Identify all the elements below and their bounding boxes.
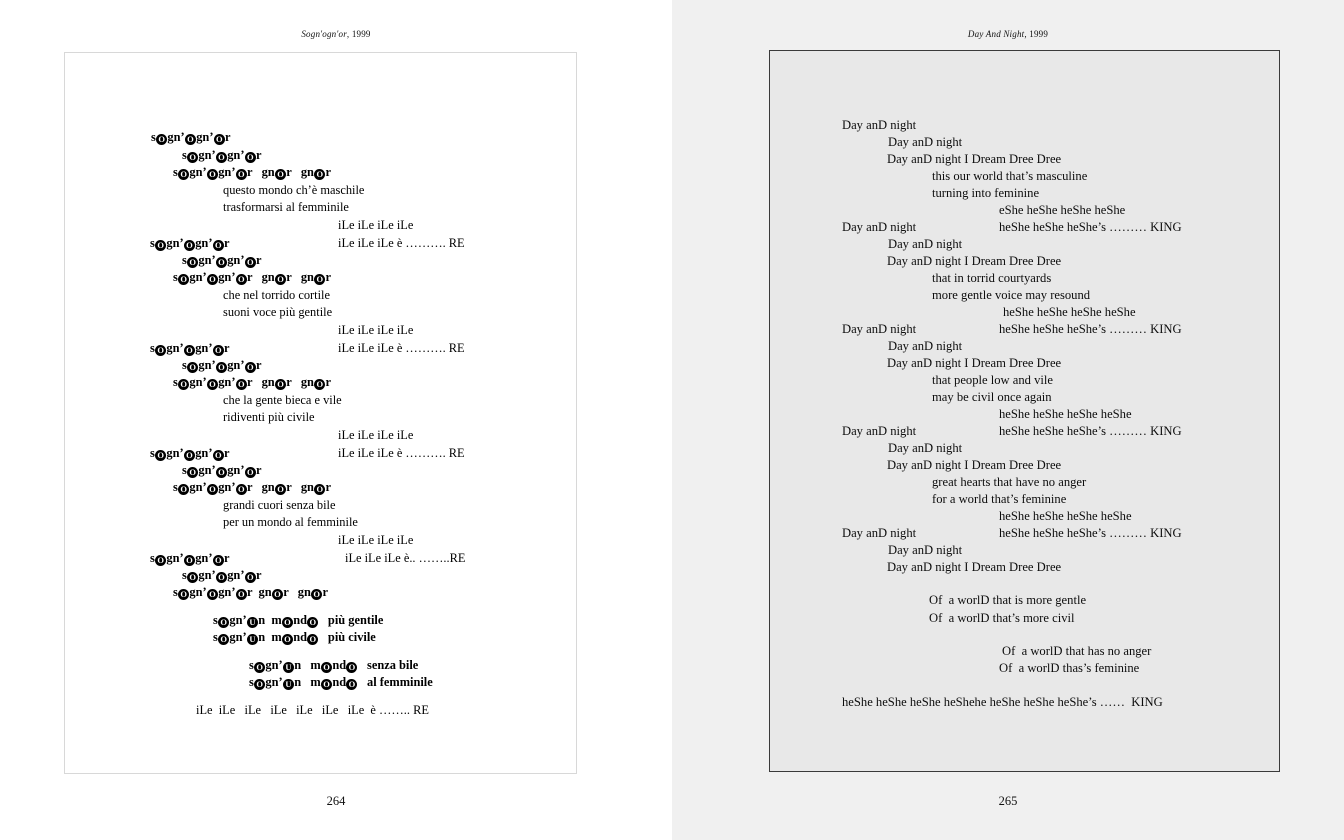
poem-line: Day anD night <box>888 441 963 455</box>
disc-letter-icon: O <box>187 467 198 478</box>
poem-text-run: gn’ <box>229 630 247 644</box>
poem-text-run: iLe iLe iLe iLe <box>338 428 414 442</box>
poem-text-run: r <box>325 480 332 494</box>
poem-line <box>173 376 331 390</box>
disc-letter-icon: O <box>178 589 189 600</box>
poem-text-run: gn’ <box>189 270 207 284</box>
poem-line <box>338 219 413 231</box>
disc-letter-icon: O <box>346 662 357 673</box>
disc-letter-icon: O <box>213 450 224 461</box>
disc-letter-icon: O <box>185 134 196 145</box>
disc-letter-icon: O <box>275 274 286 285</box>
disc-letter-icon: O <box>214 134 225 145</box>
poem-line <box>223 516 358 528</box>
poem-text-run: n m <box>294 675 321 689</box>
poem-text-run: s <box>173 585 178 599</box>
poem-text-run: gn’ <box>195 446 213 460</box>
disc-letter-icon: U <box>247 634 258 645</box>
poem-line: more gentle voice may resound <box>932 288 1091 302</box>
poem-line: Day anD night I Dream Dree Dree <box>887 152 1062 166</box>
disc-letter-icon: O <box>346 679 357 690</box>
poem-text-run: r <box>224 236 230 250</box>
poem-text-run: suoni voce più gentile <box>223 305 333 319</box>
poem-text-run: r <box>256 358 262 372</box>
poem-text-run: ridiventi più civile <box>223 410 315 424</box>
poem-text-run: gn’ <box>195 341 213 355</box>
disc-letter-icon: O <box>314 484 325 495</box>
poem-line: Day anD night <box>842 118 917 132</box>
poem-line: eShe heShe heShe heShe <box>999 203 1126 217</box>
poem-line: heShe heShe heShe’s ……… KING <box>999 424 1182 438</box>
disc-letter-icon: O <box>178 274 189 285</box>
poem-text-run: al femminile <box>357 675 433 689</box>
poem-text-run: r <box>224 446 230 460</box>
poem-line: heShe heShe heShe’s ……… KING <box>999 526 1182 540</box>
poem-line: Day anD night <box>888 339 963 353</box>
disc-letter-icon: O <box>213 345 224 356</box>
poem-text-run: s <box>213 630 218 644</box>
poem-line: Of a worlD that is more gentle <box>929 593 1087 607</box>
disc-letter-icon: O <box>178 169 189 180</box>
poem-line: heShe heShe heShe’s ……… KING <box>999 322 1182 336</box>
poem-text-run: s <box>173 165 178 179</box>
poem-text-run: s <box>182 148 187 162</box>
poem-text-run: iLe iLe iLe è ………. RE <box>338 236 465 250</box>
poem-line: heShe heShe heShe heShe <box>999 509 1132 523</box>
disc-letter-icon: O <box>178 379 189 390</box>
disc-letter-icon: O <box>213 240 224 251</box>
poem-line <box>249 659 418 673</box>
poem-text-run: gn’ <box>227 148 245 162</box>
poem-text-run: s <box>182 253 187 267</box>
disc-letter-icon: O <box>307 634 318 645</box>
poem-line: Day anD night <box>842 526 917 540</box>
poem-line <box>150 342 230 356</box>
disc-letter-icon: O <box>321 662 332 673</box>
poem-line <box>223 411 315 423</box>
poem-text-run: gn’ <box>166 446 184 460</box>
poem-text-run: gn’ <box>198 253 216 267</box>
poem-line <box>249 676 433 690</box>
disc-letter-icon: O <box>275 379 286 390</box>
disc-letter-icon: U <box>283 679 294 690</box>
disc-letter-icon: O <box>282 634 293 645</box>
poem-english-body <box>770 51 1279 771</box>
poem-text-run: gn’ <box>196 130 214 144</box>
poem-text-run: iLe iLe iLe iLe <box>338 218 414 232</box>
poem-text-run: r <box>256 253 262 267</box>
poem-line: Day anD night <box>888 135 963 149</box>
disc-letter-icon: O <box>236 589 247 600</box>
poem-text-run: gn’ <box>189 165 207 179</box>
poem-line: Day anD night I Dream Dree Dree <box>887 458 1062 472</box>
poem-text-run: gn’ <box>265 658 283 672</box>
disc-letter-icon: U <box>247 617 258 628</box>
poem-line <box>213 631 376 645</box>
poem-text-run: r <box>325 375 332 389</box>
poem-line <box>182 464 262 478</box>
disc-letter-icon: O <box>213 555 224 566</box>
poem-text-run: n m <box>258 630 282 644</box>
disc-letter-icon: O <box>184 240 195 251</box>
poem-text-run: che nel torrido cortile <box>223 288 330 302</box>
poem-text-run: r <box>325 270 332 284</box>
poem-text-run: gn’ <box>166 236 184 250</box>
poem-text-run: r gn <box>247 375 275 389</box>
disc-letter-icon: O <box>236 169 247 180</box>
poem-line: Of a worlD thas’s feminine <box>999 661 1140 675</box>
poem-text-run: senza bile <box>357 658 419 672</box>
poem-text-run: più civile <box>318 630 376 644</box>
poem-text-run: n m <box>294 658 321 672</box>
poem-plate-italian <box>64 52 577 774</box>
poem-text-run: trasformarsi al femminile <box>223 200 349 214</box>
poem-text-run: r gn <box>286 480 314 494</box>
poem-line <box>182 569 262 583</box>
disc-letter-icon: O <box>155 555 166 566</box>
poem-text-run: s <box>151 130 156 144</box>
poem-plate-english <box>769 50 1280 772</box>
poem-text-run: gn’ <box>198 358 216 372</box>
poem-line: Day anD night I Dream Dree Dree <box>887 356 1062 370</box>
poem-line: Day anD night <box>842 322 917 336</box>
disc-letter-icon: O <box>236 379 247 390</box>
poem-text-run: r <box>225 130 231 144</box>
disc-letter-icon: O <box>187 362 198 373</box>
poem-line <box>338 237 465 249</box>
disc-letter-icon: O <box>321 679 332 690</box>
poem-text-run: nd <box>293 613 308 627</box>
poem-line <box>223 201 349 213</box>
poem-line: that people low and vile <box>932 373 1054 387</box>
poem-text-run: gn’ <box>167 130 185 144</box>
poem-line <box>223 394 342 406</box>
poem-text-run: r gn <box>286 165 314 179</box>
disc-letter-icon: O <box>207 274 218 285</box>
poem-text-run: r gn <box>286 270 314 284</box>
poem-line <box>338 342 465 354</box>
poem-line <box>213 614 383 628</box>
poem-text-run: r <box>256 463 262 477</box>
running-head-right-title: Day And Night <box>967 29 1025 39</box>
poem-text-run: s <box>182 463 187 477</box>
poem-line <box>182 359 262 373</box>
running-head-right <box>672 29 1344 39</box>
poem-line <box>151 131 231 145</box>
poem-line: heShe heShe heShe heShehe heShe heShe heShe’s …… KING <box>842 695 1163 709</box>
poem-line <box>223 499 336 511</box>
poem-text-run: iLe iLe iLe iLe iLe iLe iLe è …….. RE <box>196 703 429 717</box>
poem-line <box>345 552 465 564</box>
poem-line: Of a worlD that has no anger <box>1002 644 1152 658</box>
poem-text-run: gn’ <box>218 480 236 494</box>
poem-text-run: nd <box>332 675 347 689</box>
poem-line <box>223 306 332 318</box>
poem-text-run: nd <box>293 630 308 644</box>
disc-letter-icon: O <box>155 345 166 356</box>
poem-line <box>338 447 465 459</box>
poem-text-run: s <box>173 270 178 284</box>
poem-text-run: n m <box>258 613 282 627</box>
disc-letter-icon: O <box>155 450 166 461</box>
disc-letter-icon: O <box>207 589 218 600</box>
poem-text-run: r gn <box>247 585 272 599</box>
poem-text-run: r <box>224 341 230 355</box>
poem-text-run: gn’ <box>198 463 216 477</box>
running-head-left-year: , 1999 <box>346 29 371 39</box>
poem-text-run: r <box>325 165 332 179</box>
disc-letter-icon: O <box>216 152 227 163</box>
poem-text-run: gn’ <box>195 236 213 250</box>
poem-line: heShe heShe heShe heShe <box>999 407 1132 421</box>
disc-letter-icon: O <box>187 257 198 268</box>
running-head-right-year: , 1999 <box>1024 29 1049 39</box>
disc-letter-icon: O <box>216 572 227 583</box>
poem-line: Day anD night I Dream Dree Dree <box>887 560 1062 574</box>
disc-letter-icon: O <box>218 617 229 628</box>
poem-text-run: iLe iLe iLe è ………. RE <box>338 446 465 460</box>
poem-text-run: questo mondo ch’è maschile <box>223 183 365 197</box>
poem-line <box>338 534 413 546</box>
disc-letter-icon: O <box>311 589 322 600</box>
folio-right: 265 <box>998 794 1018 808</box>
poem-line: Day anD night <box>842 220 917 234</box>
disc-letter-icon: O <box>245 362 256 373</box>
poem-text-run: gn’ <box>166 551 184 565</box>
poem-italian-body <box>65 53 576 773</box>
poem-text-run: iLe iLe iLe iLe <box>338 323 414 337</box>
poem-text-run: gn’ <box>166 341 184 355</box>
poem-line: may be civil once again <box>932 390 1052 404</box>
disc-letter-icon: O <box>314 379 325 390</box>
poem-line <box>173 586 328 600</box>
disc-letter-icon: O <box>245 467 256 478</box>
disc-letter-icon: O <box>184 555 195 566</box>
poem-line <box>338 324 413 336</box>
poem-line <box>150 237 230 251</box>
poem-line <box>150 447 230 461</box>
poem-text-run: s <box>213 613 218 627</box>
poem-line: Day anD night I Dream Dree Dree <box>887 254 1062 268</box>
poem-text-run: gn’ <box>189 375 207 389</box>
poem-text-run: gn’ <box>189 480 207 494</box>
poem-text-run: r gn <box>283 585 311 599</box>
poem-text-run: che la gente bieca e vile <box>223 393 342 407</box>
poem-line: turning into feminine <box>932 186 1040 200</box>
poem-line: Day anD night <box>888 237 963 251</box>
poem-text-run: s <box>182 358 187 372</box>
poem-line <box>223 289 330 301</box>
poem-text-run: gn’ <box>227 463 245 477</box>
poem-text-run: r gn <box>286 375 314 389</box>
poem-text-run: gn’ <box>198 568 216 582</box>
poem-text-run: gn’ <box>218 585 236 599</box>
disc-letter-icon: O <box>314 274 325 285</box>
poem-text-run: r <box>322 585 328 599</box>
poem-line <box>150 552 230 566</box>
poem-text-run: r <box>256 148 262 162</box>
poem-text-run: s <box>150 446 155 460</box>
poem-line: this our world that’s masculine <box>932 169 1088 183</box>
poem-text-run: s <box>150 551 155 565</box>
disc-letter-icon: O <box>156 134 167 145</box>
poem-line <box>173 271 331 285</box>
poem-line: great hearts that have no anger <box>932 475 1087 489</box>
poem-text-run: s <box>249 658 254 672</box>
poem-text-run: nd <box>332 658 347 672</box>
disc-letter-icon: O <box>275 169 286 180</box>
disc-letter-icon: O <box>236 484 247 495</box>
poem-text-run: più gentile <box>318 613 384 627</box>
disc-letter-icon: O <box>216 362 227 373</box>
poem-line: Day anD night <box>842 424 917 438</box>
poem-text-run: r gn <box>247 165 275 179</box>
disc-letter-icon: O <box>187 152 198 163</box>
poem-line <box>196 704 429 716</box>
poem-text-run: gn’ <box>195 551 213 565</box>
poem-text-run: s <box>150 236 155 250</box>
disc-letter-icon: O <box>207 169 218 180</box>
poem-text-run: r gn <box>247 480 275 494</box>
poem-text-run: iLe iLe iLe iLe <box>338 533 414 547</box>
poem-text-run: r gn <box>247 270 275 284</box>
poem-line <box>173 481 331 495</box>
poem-line <box>338 429 413 441</box>
disc-letter-icon: O <box>254 679 265 690</box>
disc-letter-icon: O <box>245 572 256 583</box>
disc-letter-icon: O <box>216 257 227 268</box>
poem-text-run: r <box>224 551 230 565</box>
poem-text-run: gn’ <box>189 585 207 599</box>
disc-letter-icon: O <box>254 662 265 673</box>
poem-text-run: s <box>173 480 178 494</box>
disc-letter-icon: O <box>207 484 218 495</box>
disc-letter-icon: O <box>184 345 195 356</box>
poem-text-run: s <box>173 375 178 389</box>
disc-letter-icon: O <box>282 617 293 628</box>
poem-line <box>173 166 331 180</box>
running-head-left-title: Sogn'ogn'or <box>301 29 347 39</box>
poem-text-run: gn’ <box>229 613 247 627</box>
poem-line <box>182 254 262 268</box>
poem-text-run: s <box>150 341 155 355</box>
disc-letter-icon: O <box>272 589 283 600</box>
disc-letter-icon: O <box>187 572 198 583</box>
poem-text-run: r <box>256 568 262 582</box>
disc-letter-icon: O <box>245 152 256 163</box>
disc-letter-icon: O <box>216 467 227 478</box>
disc-letter-icon: O <box>236 274 247 285</box>
poem-text-run: gn’ <box>198 148 216 162</box>
disc-letter-icon: O <box>207 379 218 390</box>
poem-text-run: gn’ <box>265 675 283 689</box>
poem-text-run: per un mondo al femminile <box>223 515 358 529</box>
disc-letter-icon: O <box>245 257 256 268</box>
disc-letter-icon: O <box>275 484 286 495</box>
poem-text-run: iLe iLe iLe è.. ……..RE <box>345 551 466 565</box>
disc-letter-icon: O <box>155 240 166 251</box>
poem-line: Of a worlD that’s more civil <box>929 611 1075 625</box>
poem-line <box>182 149 262 163</box>
poem-text-run: gn’ <box>218 270 236 284</box>
poem-text-run: iLe iLe iLe è ………. RE <box>338 341 465 355</box>
poem-line: that in torrid courtyards <box>932 271 1052 285</box>
poem-text-run: grandi cuori senza bile <box>223 498 336 512</box>
running-head-left <box>0 29 672 39</box>
poem-line <box>223 184 364 196</box>
folio-left: 264 <box>326 794 346 808</box>
disc-letter-icon: O <box>184 450 195 461</box>
poem-text-run: gn’ <box>227 568 245 582</box>
disc-letter-icon: O <box>314 169 325 180</box>
disc-letter-icon: O <box>307 617 318 628</box>
poem-text-run: s <box>249 675 254 689</box>
disc-letter-icon: U <box>283 662 294 673</box>
disc-letter-icon: O <box>178 484 189 495</box>
poem-text-run: gn’ <box>218 375 236 389</box>
disc-letter-icon: O <box>218 634 229 645</box>
poem-line: Day anD night <box>888 543 963 557</box>
poem-line: for a world that’s feminine <box>932 492 1067 506</box>
poem-text-run: s <box>182 568 187 582</box>
poem-line: heShe heShe heShe heShe <box>1003 305 1136 319</box>
poem-line: heShe heShe heShe’s ……… KING <box>999 220 1182 234</box>
poem-text-run: gn’ <box>227 253 245 267</box>
poem-text-run: gn’ <box>227 358 245 372</box>
poem-text-run: gn’ <box>218 165 236 179</box>
